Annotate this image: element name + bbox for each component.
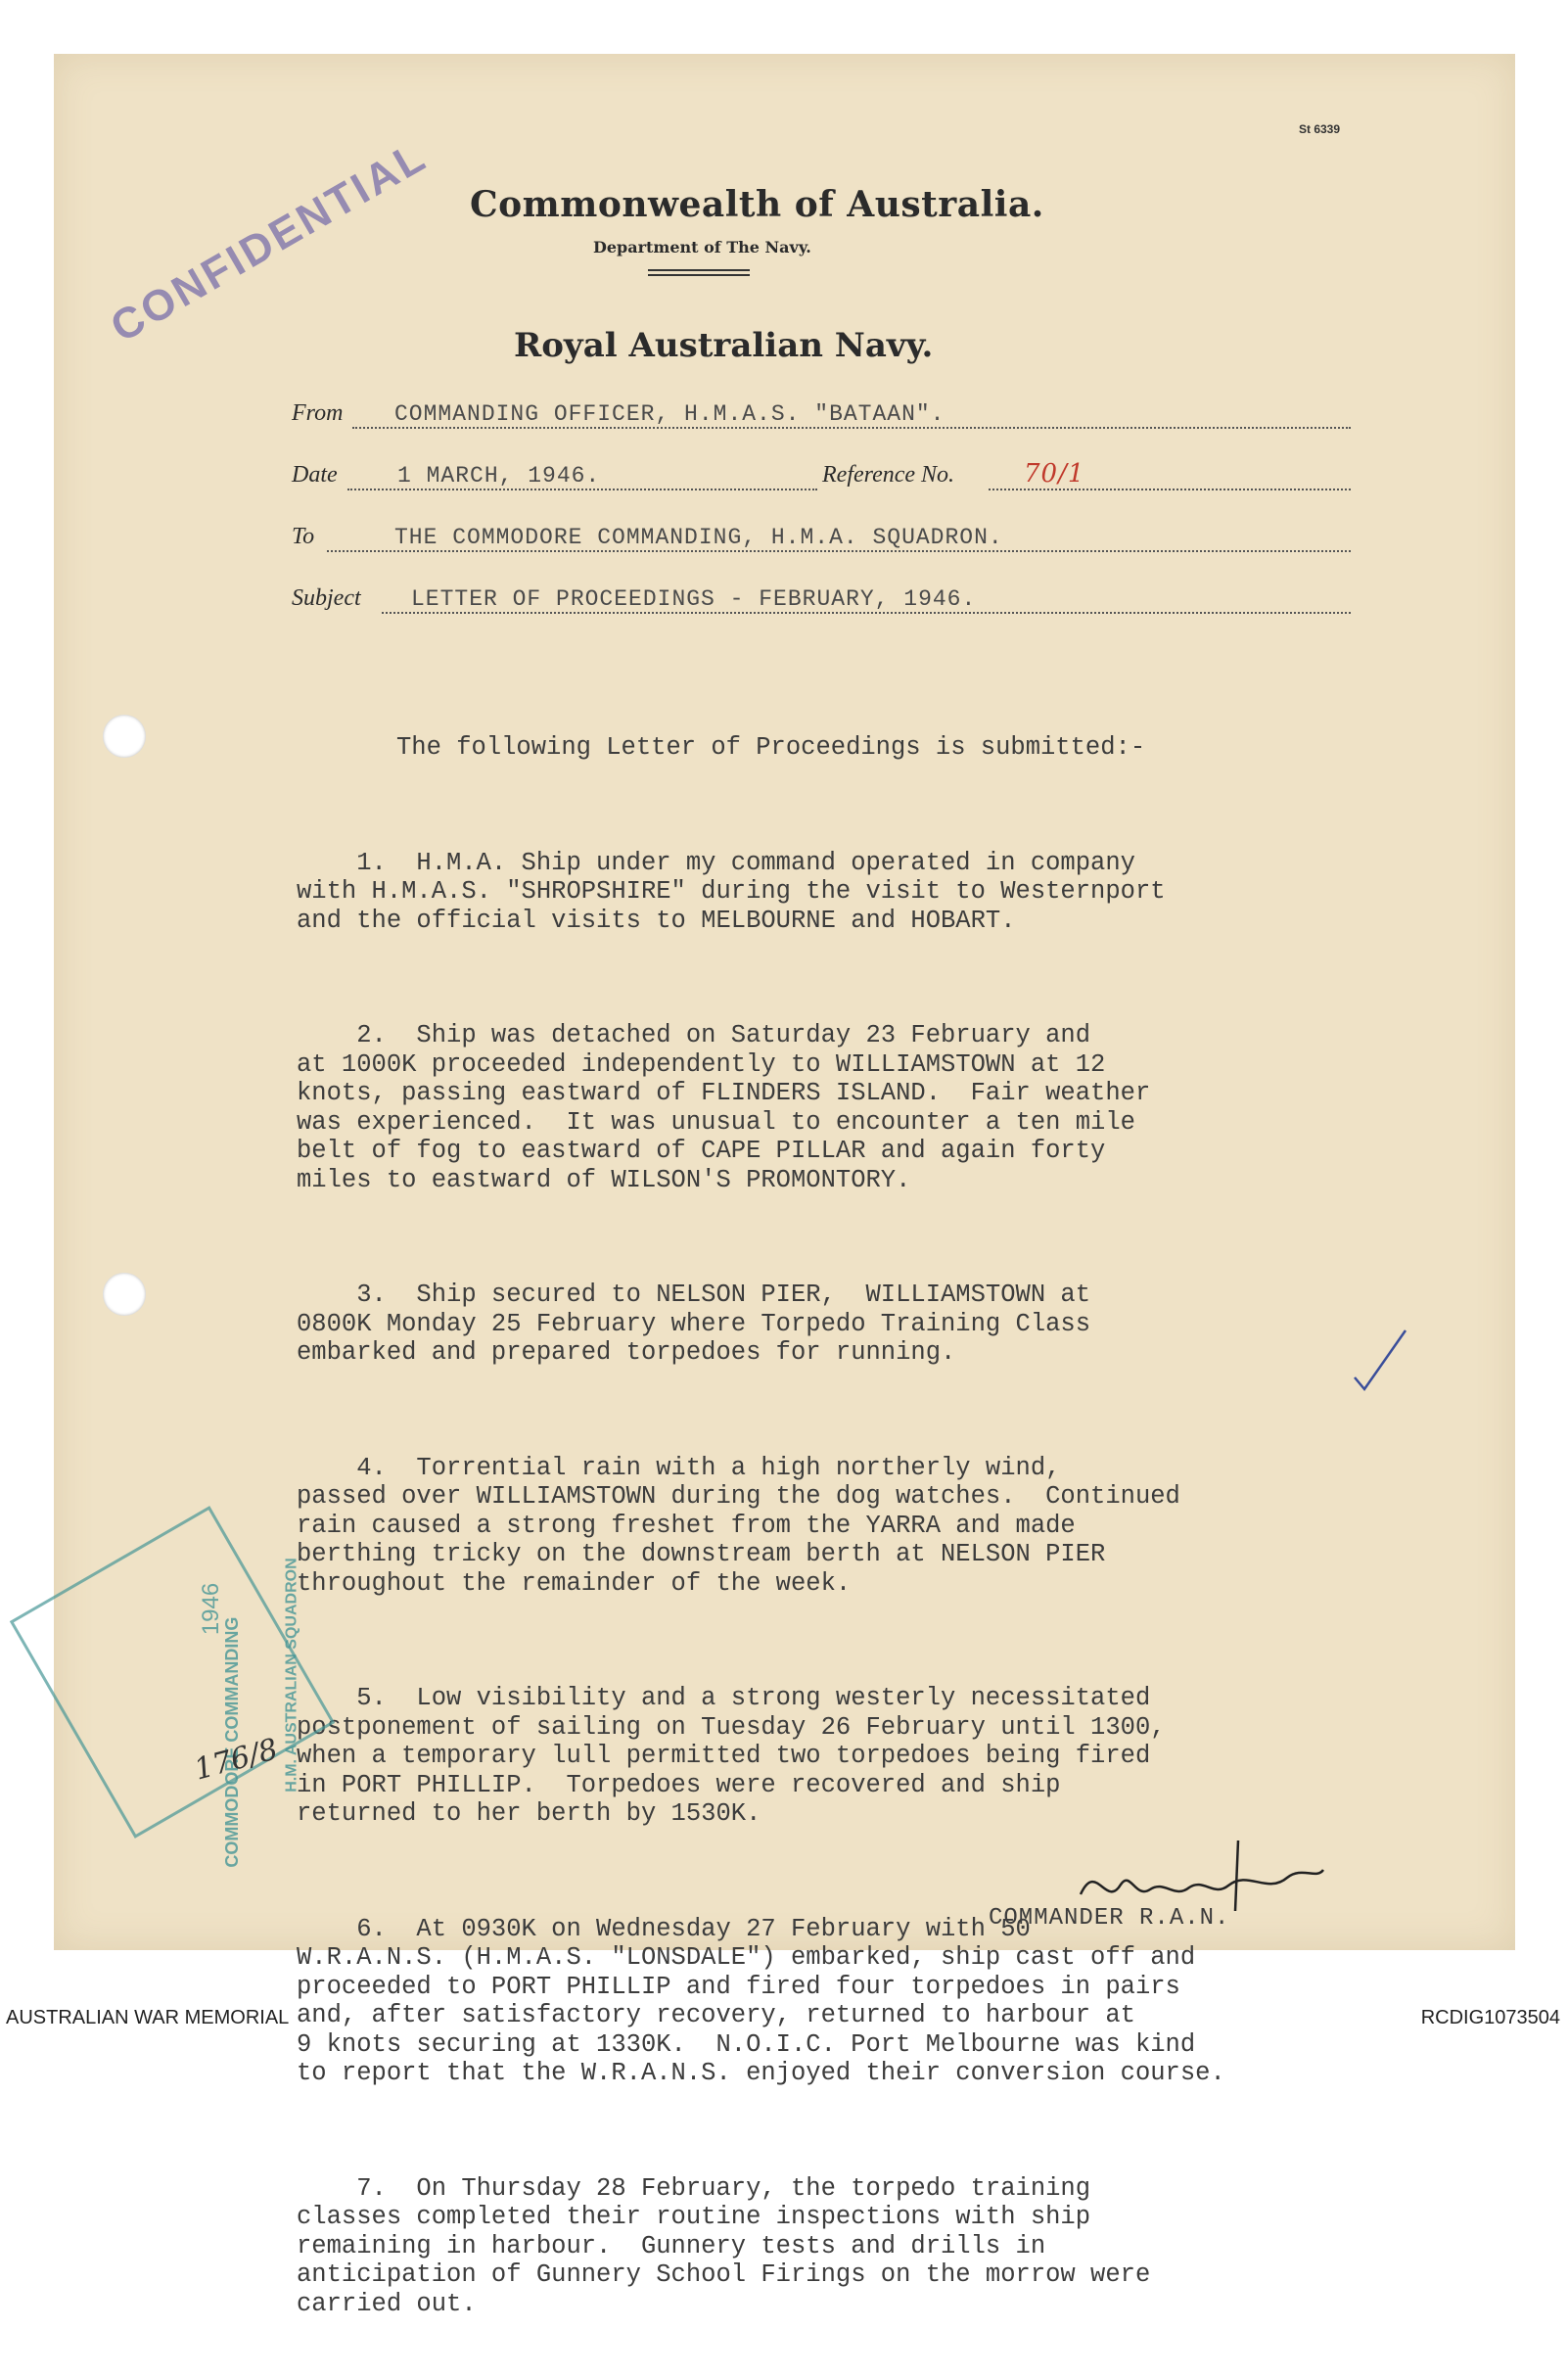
- dotted-line: [327, 550, 1351, 552]
- subject-label: Subject: [292, 585, 361, 611]
- letter-intro: The following Letter of Proceedings is submitted:-: [396, 733, 1146, 762]
- footer-source: AUSTRALIAN WAR MEMORIAL: [6, 2007, 290, 2028]
- subject-field: [292, 577, 1351, 616]
- header-divider: [648, 274, 750, 276]
- dotted-line: [989, 489, 1351, 490]
- from-value: COMMANDING OFFICER, H.M.A.S. "BATAAN".: [394, 401, 945, 427]
- stamp-year: 1946: [197, 1582, 224, 1636]
- signoff: COMMANDER R.A.N.: [989, 1905, 1230, 1932]
- header-department: Department of The Navy.: [593, 238, 811, 256]
- punch-hole: [103, 715, 146, 758]
- confidential-stamp: CONFIDENTIAL: [103, 131, 436, 352]
- header-commonwealth: Commonwealth of Australia.: [470, 184, 1044, 225]
- paragraph-3: 3. Ship secured to NELSON PIER, WILLIAMSTOWN at 0800K Monday 25 February where Torpedo Training Class embarked and prepared torpedoes for running.: [297, 1281, 1091, 1367]
- from-label: From: [292, 400, 344, 426]
- paragraph-1: 1. H.M.A. Ship under my command operated in company with H.M.A.S. "SHROPSHIRE" during the visit to Westernport and the official visits to MELBOURNE and HOBART.: [297, 848, 1166, 935]
- paragraph-5: 5. Low visibility and a strong westerly necessitated postponement of sailing on Tuesday 26 February until 1300, when a temporary lull permitted two torpedoes being fired in PORT PHILLIP. Torpedoes were recovered and ship returned to her berth by 1530K.: [297, 1684, 1166, 1828]
- stamp-line-1: COMMODORE COMMANDING: [221, 1616, 242, 1868]
- dotted-line: [352, 427, 1351, 429]
- date-label: Date: [292, 462, 338, 488]
- to-label: To: [292, 524, 315, 549]
- from-field: [292, 392, 1351, 431]
- letter-body: [297, 676, 1403, 2376]
- to-value: THE COMMODORE COMMANDING, H.M.A. SQUADRON.: [394, 525, 1003, 550]
- paragraph-2: 2. Ship was detached on Saturday 23 February and at 1000K proceeded independently to WILLIAMSTOWN at 12 knots, passing eastward of FLINDERS ISLAND. Fair weather was experienced. It was unusual to encounter a ten mile belt of fog to eastward of CAPE PILLAR and again forty miles to eastward of WILSON'S PROMONTORY.: [297, 1021, 1151, 1194]
- date-value: 1 MARCH, 1946.: [397, 463, 601, 489]
- header-service: Royal Australian Navy.: [514, 326, 934, 365]
- date-reference-field: [292, 453, 1351, 492]
- punch-hole: [103, 1273, 146, 1316]
- paragraph-6: 6. At 0930K on Wednesday 27 February with 50 W.R.A.N.S. (H.M.A.S. "LONSDALE") embarked, ship cast off and proceeded to PORT PHILLIP and fired four torpedoes in pairs and, after satisfactory recovery, returned to harbour at 9 knots securing at 1330K. N.O.I.C. Port Melbourne was kind to report that the W.R.A.N.S. enjoyed their conversion course.: [297, 1914, 1225, 2087]
- stamp-handwritten-number: 176/8: [190, 1732, 282, 1788]
- dotted-line: [382, 612, 1351, 614]
- subject-value: LETTER OF PROCEEDINGS - FEBRUARY, 1946.: [411, 586, 977, 612]
- stamp-line-2: H.M. AUSTRALIAN SQUADRON: [283, 1558, 300, 1793]
- header-divider: [648, 269, 750, 271]
- reference-value: 70/1: [1024, 459, 1085, 489]
- form-number: St 6339: [1299, 122, 1341, 136]
- footer-id: RCDIG1073504: [1420, 2007, 1560, 2028]
- reference-label: Reference No.: [822, 462, 955, 488]
- paragraph-7: 7. On Thursday 28 February, the torpedo training classes completed their routine inspections with ship remaining in harbour. Gunnery tests and drills in anticipation of Gunnery School Firings on the morrow were carried out.: [297, 2173, 1151, 2318]
- dotted-line: [347, 489, 817, 490]
- to-field: [292, 515, 1351, 554]
- checkmark-icon: [1351, 1327, 1409, 1395]
- paragraph-4: 4. Torrential rain with a high northerly wind, passed over WILLIAMSTOWN during the dog watches. Continued rain caused a strong freshet from the YARRA and made berthing tricky on the downstream berth at NELSON PIER throughout the remainder of the week.: [297, 1453, 1180, 1598]
